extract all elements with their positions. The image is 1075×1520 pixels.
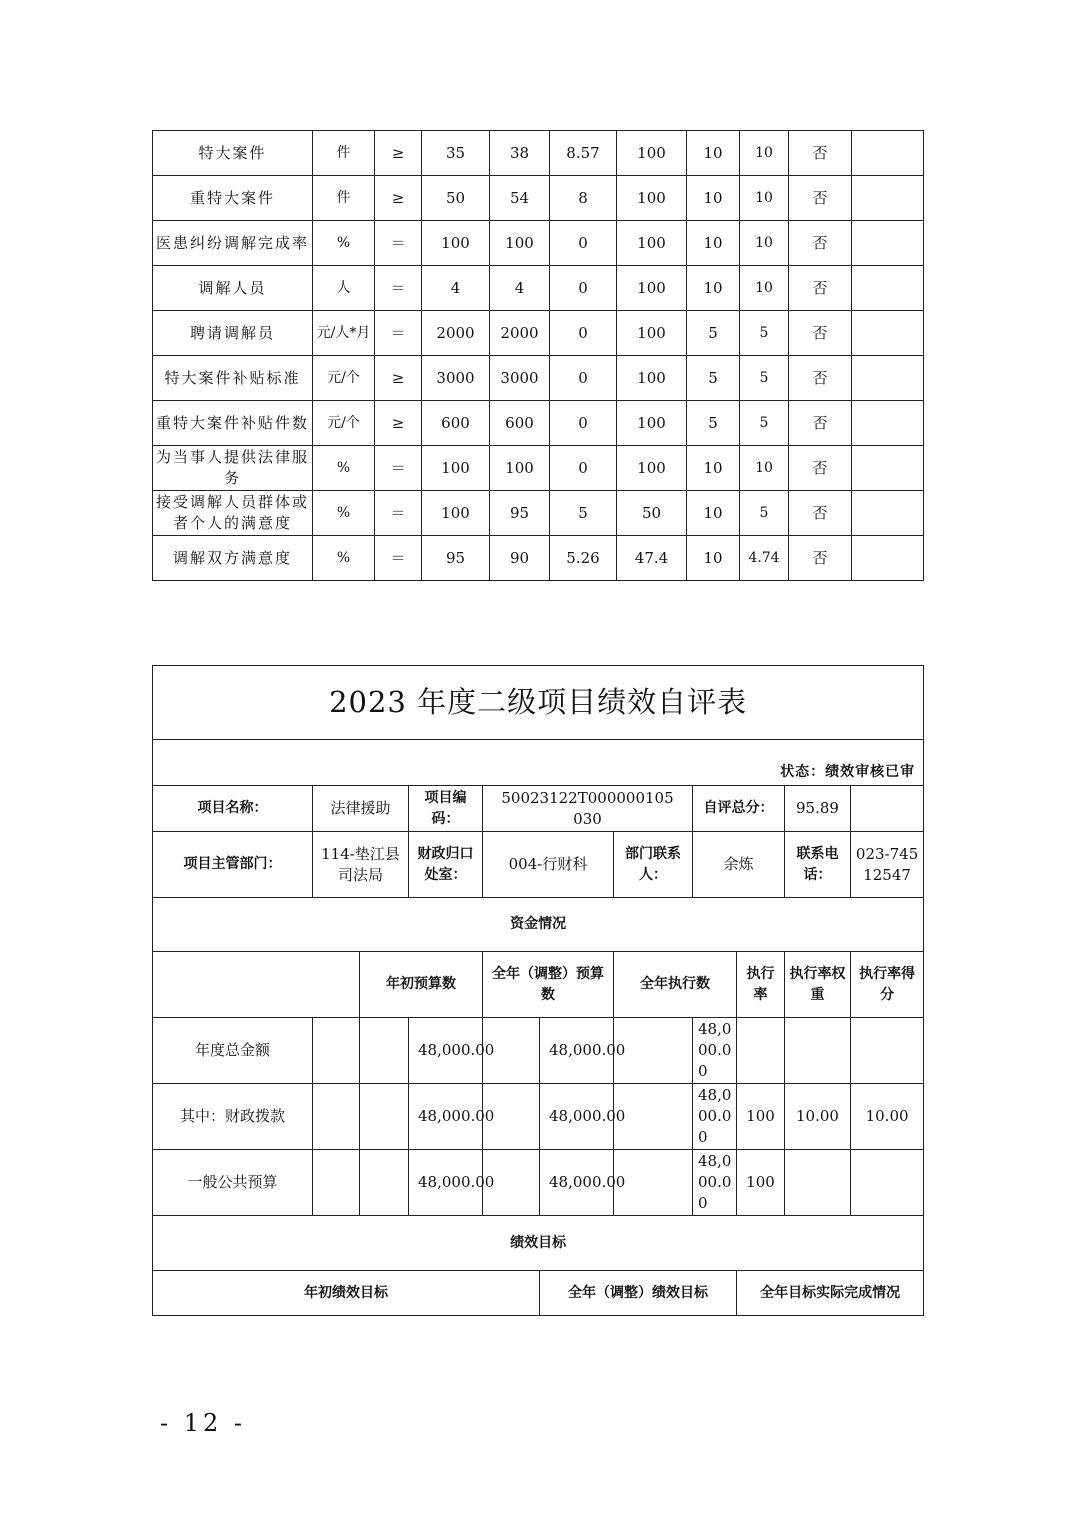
self-score: 95.89 <box>785 786 851 832</box>
indicator-name: 特大案件补贴标准 <box>153 356 313 401</box>
indicator-name: 聘请调解员 <box>153 311 313 356</box>
indicator-actual: 54 <box>490 176 550 221</box>
indicator-target: 95 <box>422 536 490 581</box>
indicator-deviation: 0 <box>550 401 617 446</box>
indicator-weight: 10 <box>687 131 740 176</box>
empty-cell <box>614 1018 693 1084</box>
empty-cell <box>313 1084 360 1150</box>
dept-contact: 余炼 <box>693 832 785 898</box>
indicator-name: 调解双方满意度 <box>153 536 313 581</box>
dept-contact-label: 部门联系人： <box>614 832 693 898</box>
indicator-rate: 100 <box>617 356 687 401</box>
indicator-unit: 件 <box>313 176 375 221</box>
empty-cell <box>360 1150 409 1216</box>
empty-cell <box>360 1084 409 1150</box>
indicator-deviation: 8 <box>550 176 617 221</box>
indicator-name: 重特大案件补贴件数 <box>153 401 313 446</box>
indicator-actual: 100 <box>490 221 550 266</box>
indicator-score: 10 <box>740 221 789 266</box>
empty-cell <box>851 786 924 832</box>
indicator-name: 为当事人提供法律服务 <box>153 446 313 491</box>
indicator-rate: 100 <box>617 221 687 266</box>
indicator-score: 10 <box>740 266 789 311</box>
indicator-table <box>152 130 924 581</box>
funds-executed: 48,000.00 <box>693 1018 737 1084</box>
funds-weight <box>785 1018 851 1084</box>
indicator-rate: 100 <box>617 401 687 446</box>
indicator-actual: 3000 <box>490 356 550 401</box>
indicator-rate: 50 <box>617 491 687 536</box>
funds-rate <box>737 1018 785 1084</box>
indicator-unit: 件 <box>313 131 375 176</box>
funds-adjusted: 48,000.00 <box>540 1150 614 1216</box>
indicator-weight: 10 <box>687 536 740 581</box>
funds-executed: 48,000.00 <box>693 1150 737 1216</box>
indicator-unit: 元/个 <box>313 356 375 401</box>
indicator-deviation: 0 <box>550 446 617 491</box>
indicator-target: 50 <box>422 176 490 221</box>
funds-score <box>851 1150 924 1216</box>
goals-section-title: 绩效目标 <box>153 1216 924 1271</box>
indicator-score: 5 <box>740 491 789 536</box>
indicator-op: ＝ <box>375 491 422 536</box>
project-name-label: 项目名称： <box>153 786 313 832</box>
funds-initial: 48,000.00 <box>409 1150 483 1216</box>
indicator-actual: 4 <box>490 266 550 311</box>
indicator-score: 10 <box>740 446 789 491</box>
indicator-flag: 否 <box>789 491 852 536</box>
indicator-target: 100 <box>422 491 490 536</box>
indicator-rate: 100 <box>617 446 687 491</box>
indicator-target: 35 <box>422 131 490 176</box>
indicator-note <box>852 266 924 311</box>
empty-cell <box>614 1150 693 1216</box>
goals-header-adjusted: 全年（调整）绩效目标 <box>540 1271 737 1316</box>
funds-adjusted: 48,000.00 <box>540 1018 614 1084</box>
indicator-flag: 否 <box>789 536 852 581</box>
indicator-name: 重特大案件 <box>153 176 313 221</box>
funds-row <box>153 1084 924 1150</box>
table-row <box>153 401 924 446</box>
indicator-actual: 90 <box>490 536 550 581</box>
indicator-score: 5 <box>740 401 789 446</box>
funds-header-executed: 全年执行数 <box>614 952 737 1018</box>
table-row <box>153 446 924 491</box>
indicator-flag: 否 <box>789 221 852 266</box>
indicator-op: ＝ <box>375 266 422 311</box>
indicator-op: ≥ <box>375 356 422 401</box>
phone-label: 联系电话： <box>785 832 851 898</box>
indicator-target: 600 <box>422 401 490 446</box>
indicator-actual: 100 <box>490 446 550 491</box>
indicator-op: ＝ <box>375 221 422 266</box>
indicator-flag: 否 <box>789 401 852 446</box>
indicator-unit: 元/个 <box>313 401 375 446</box>
funds-rate: 100 <box>737 1150 785 1216</box>
indicator-flag: 否 <box>789 176 852 221</box>
indicator-weight: 10 <box>687 266 740 311</box>
empty-cell <box>313 1150 360 1216</box>
indicator-name: 接受调解人员群体或者个人的满意度 <box>153 491 313 536</box>
indicator-note <box>852 356 924 401</box>
indicator-note <box>852 131 924 176</box>
evaluation-table <box>152 665 924 1316</box>
indicator-unit: % <box>313 491 375 536</box>
indicator-score: 4.74 <box>740 536 789 581</box>
funds-score: 10.00 <box>851 1084 924 1150</box>
indicator-note <box>852 491 924 536</box>
table-row <box>153 176 924 221</box>
indicator-flag: 否 <box>789 266 852 311</box>
indicator-unit: 人 <box>313 266 375 311</box>
funds-header-weight: 执行率权重 <box>785 952 851 1018</box>
indicator-flag: 否 <box>789 446 852 491</box>
table-row <box>153 131 924 176</box>
indicator-note <box>852 446 924 491</box>
indicator-rate: 100 <box>617 176 687 221</box>
indicator-weight: 10 <box>687 491 740 536</box>
indicator-weight: 10 <box>687 446 740 491</box>
indicator-weight: 5 <box>687 311 740 356</box>
funds-row <box>153 1018 924 1084</box>
funds-header-adjusted: 全年（调整）预算数 <box>483 952 614 1018</box>
dept: 114-垫江县司法局 <box>313 832 409 898</box>
table-row <box>153 221 924 266</box>
indicator-note <box>852 221 924 266</box>
indicator-weight: 10 <box>687 176 740 221</box>
indicator-score: 5 <box>740 356 789 401</box>
finance-office-label: 财政归口处室： <box>409 832 483 898</box>
indicator-unit: % <box>313 221 375 266</box>
funds-initial: 48,000.00 <box>409 1018 483 1084</box>
indicator-target: 3000 <box>422 356 490 401</box>
indicator-rate: 100 <box>617 266 687 311</box>
indicator-op: ＝ <box>375 446 422 491</box>
funds-label: 年度总金额 <box>153 1018 313 1084</box>
funds-executed: 48,000.00 <box>693 1084 737 1150</box>
indicator-op: ≥ <box>375 131 422 176</box>
funds-header-rate: 执行率 <box>737 952 785 1018</box>
project-code: 50023122T000000105030 <box>483 786 693 832</box>
funds-score <box>851 1018 924 1084</box>
project-code-label: 项目编码： <box>409 786 483 832</box>
funds-weight: 10.00 <box>785 1084 851 1150</box>
indicator-target: 2000 <box>422 311 490 356</box>
indicator-op: ＝ <box>375 311 422 356</box>
project-name: 法律援助 <box>313 786 409 832</box>
indicator-actual: 2000 <box>490 311 550 356</box>
indicator-flag: 否 <box>789 356 852 401</box>
indicator-deviation: 0 <box>550 311 617 356</box>
funds-row <box>153 1150 924 1216</box>
indicator-note <box>852 176 924 221</box>
funds-header-initial: 年初预算数 <box>360 952 483 1018</box>
status-text: 状态：绩效审核已审 <box>153 740 924 786</box>
indicator-target: 100 <box>422 446 490 491</box>
indicator-name: 特大案件 <box>153 131 313 176</box>
table-row <box>153 311 924 356</box>
indicator-score: 5 <box>740 311 789 356</box>
table-row <box>153 536 924 581</box>
funds-adjusted: 48,000.00 <box>540 1084 614 1150</box>
dept-label: 项目主管部门： <box>153 832 313 898</box>
table-row <box>153 266 924 311</box>
table-row <box>153 491 924 536</box>
indicator-rate: 47.4 <box>617 536 687 581</box>
funds-section-title: 资金情况 <box>153 898 924 952</box>
indicator-rate: 100 <box>617 311 687 356</box>
indicator-unit: % <box>313 446 375 491</box>
funds-header-score: 执行率得分 <box>851 952 924 1018</box>
funds-weight <box>785 1150 851 1216</box>
indicator-flag: 否 <box>789 311 852 356</box>
indicator-unit: % <box>313 536 375 581</box>
empty-cell <box>360 1018 409 1084</box>
funds-label: 一般公共预算 <box>153 1150 313 1216</box>
indicator-name: 医患纠纷调解完成率 <box>153 221 313 266</box>
funds-initial: 48,000.00 <box>409 1084 483 1150</box>
table-title: 2023 年度二级项目绩效自评表 <box>153 666 924 740</box>
indicator-deviation: 5 <box>550 491 617 536</box>
indicator-note <box>852 536 924 581</box>
indicator-note <box>852 401 924 446</box>
page-number: - 12 - <box>160 1409 247 1437</box>
indicator-name: 调解人员 <box>153 266 313 311</box>
finance-office: 004-行财科 <box>483 832 614 898</box>
indicator-weight: 5 <box>687 401 740 446</box>
indicator-deviation: 0 <box>550 356 617 401</box>
goals-header-initial: 年初绩效目标 <box>153 1271 540 1316</box>
self-score-label: 自评总分： <box>693 786 785 832</box>
indicator-deviation: 0 <box>550 221 617 266</box>
indicator-note <box>852 311 924 356</box>
indicator-score: 10 <box>740 131 789 176</box>
indicator-weight: 10 <box>687 221 740 266</box>
indicator-deviation: 0 <box>550 266 617 311</box>
table-row <box>153 356 924 401</box>
indicator-score: 10 <box>740 176 789 221</box>
empty-cell <box>313 1018 360 1084</box>
indicator-op: ≥ <box>375 401 422 446</box>
empty-cell <box>614 1084 693 1150</box>
funds-header-blank <box>153 952 360 1018</box>
goals-header-actual: 全年目标实际完成情况 <box>737 1271 924 1316</box>
indicator-actual: 600 <box>490 401 550 446</box>
funds-rate: 100 <box>737 1084 785 1150</box>
indicator-unit: 元/人*月 <box>313 311 375 356</box>
indicator-target: 4 <box>422 266 490 311</box>
indicator-op: ≥ <box>375 176 422 221</box>
indicator-op: ＝ <box>375 536 422 581</box>
indicator-actual: 38 <box>490 131 550 176</box>
indicator-deviation: 5.26 <box>550 536 617 581</box>
funds-label: 其中：财政拨款 <box>153 1084 313 1150</box>
indicator-flag: 否 <box>789 131 852 176</box>
indicator-rate: 100 <box>617 131 687 176</box>
indicator-actual: 95 <box>490 491 550 536</box>
phone: 023-74512547 <box>851 832 924 898</box>
indicator-target: 100 <box>422 221 490 266</box>
indicator-deviation: 8.57 <box>550 131 617 176</box>
indicator-weight: 5 <box>687 356 740 401</box>
